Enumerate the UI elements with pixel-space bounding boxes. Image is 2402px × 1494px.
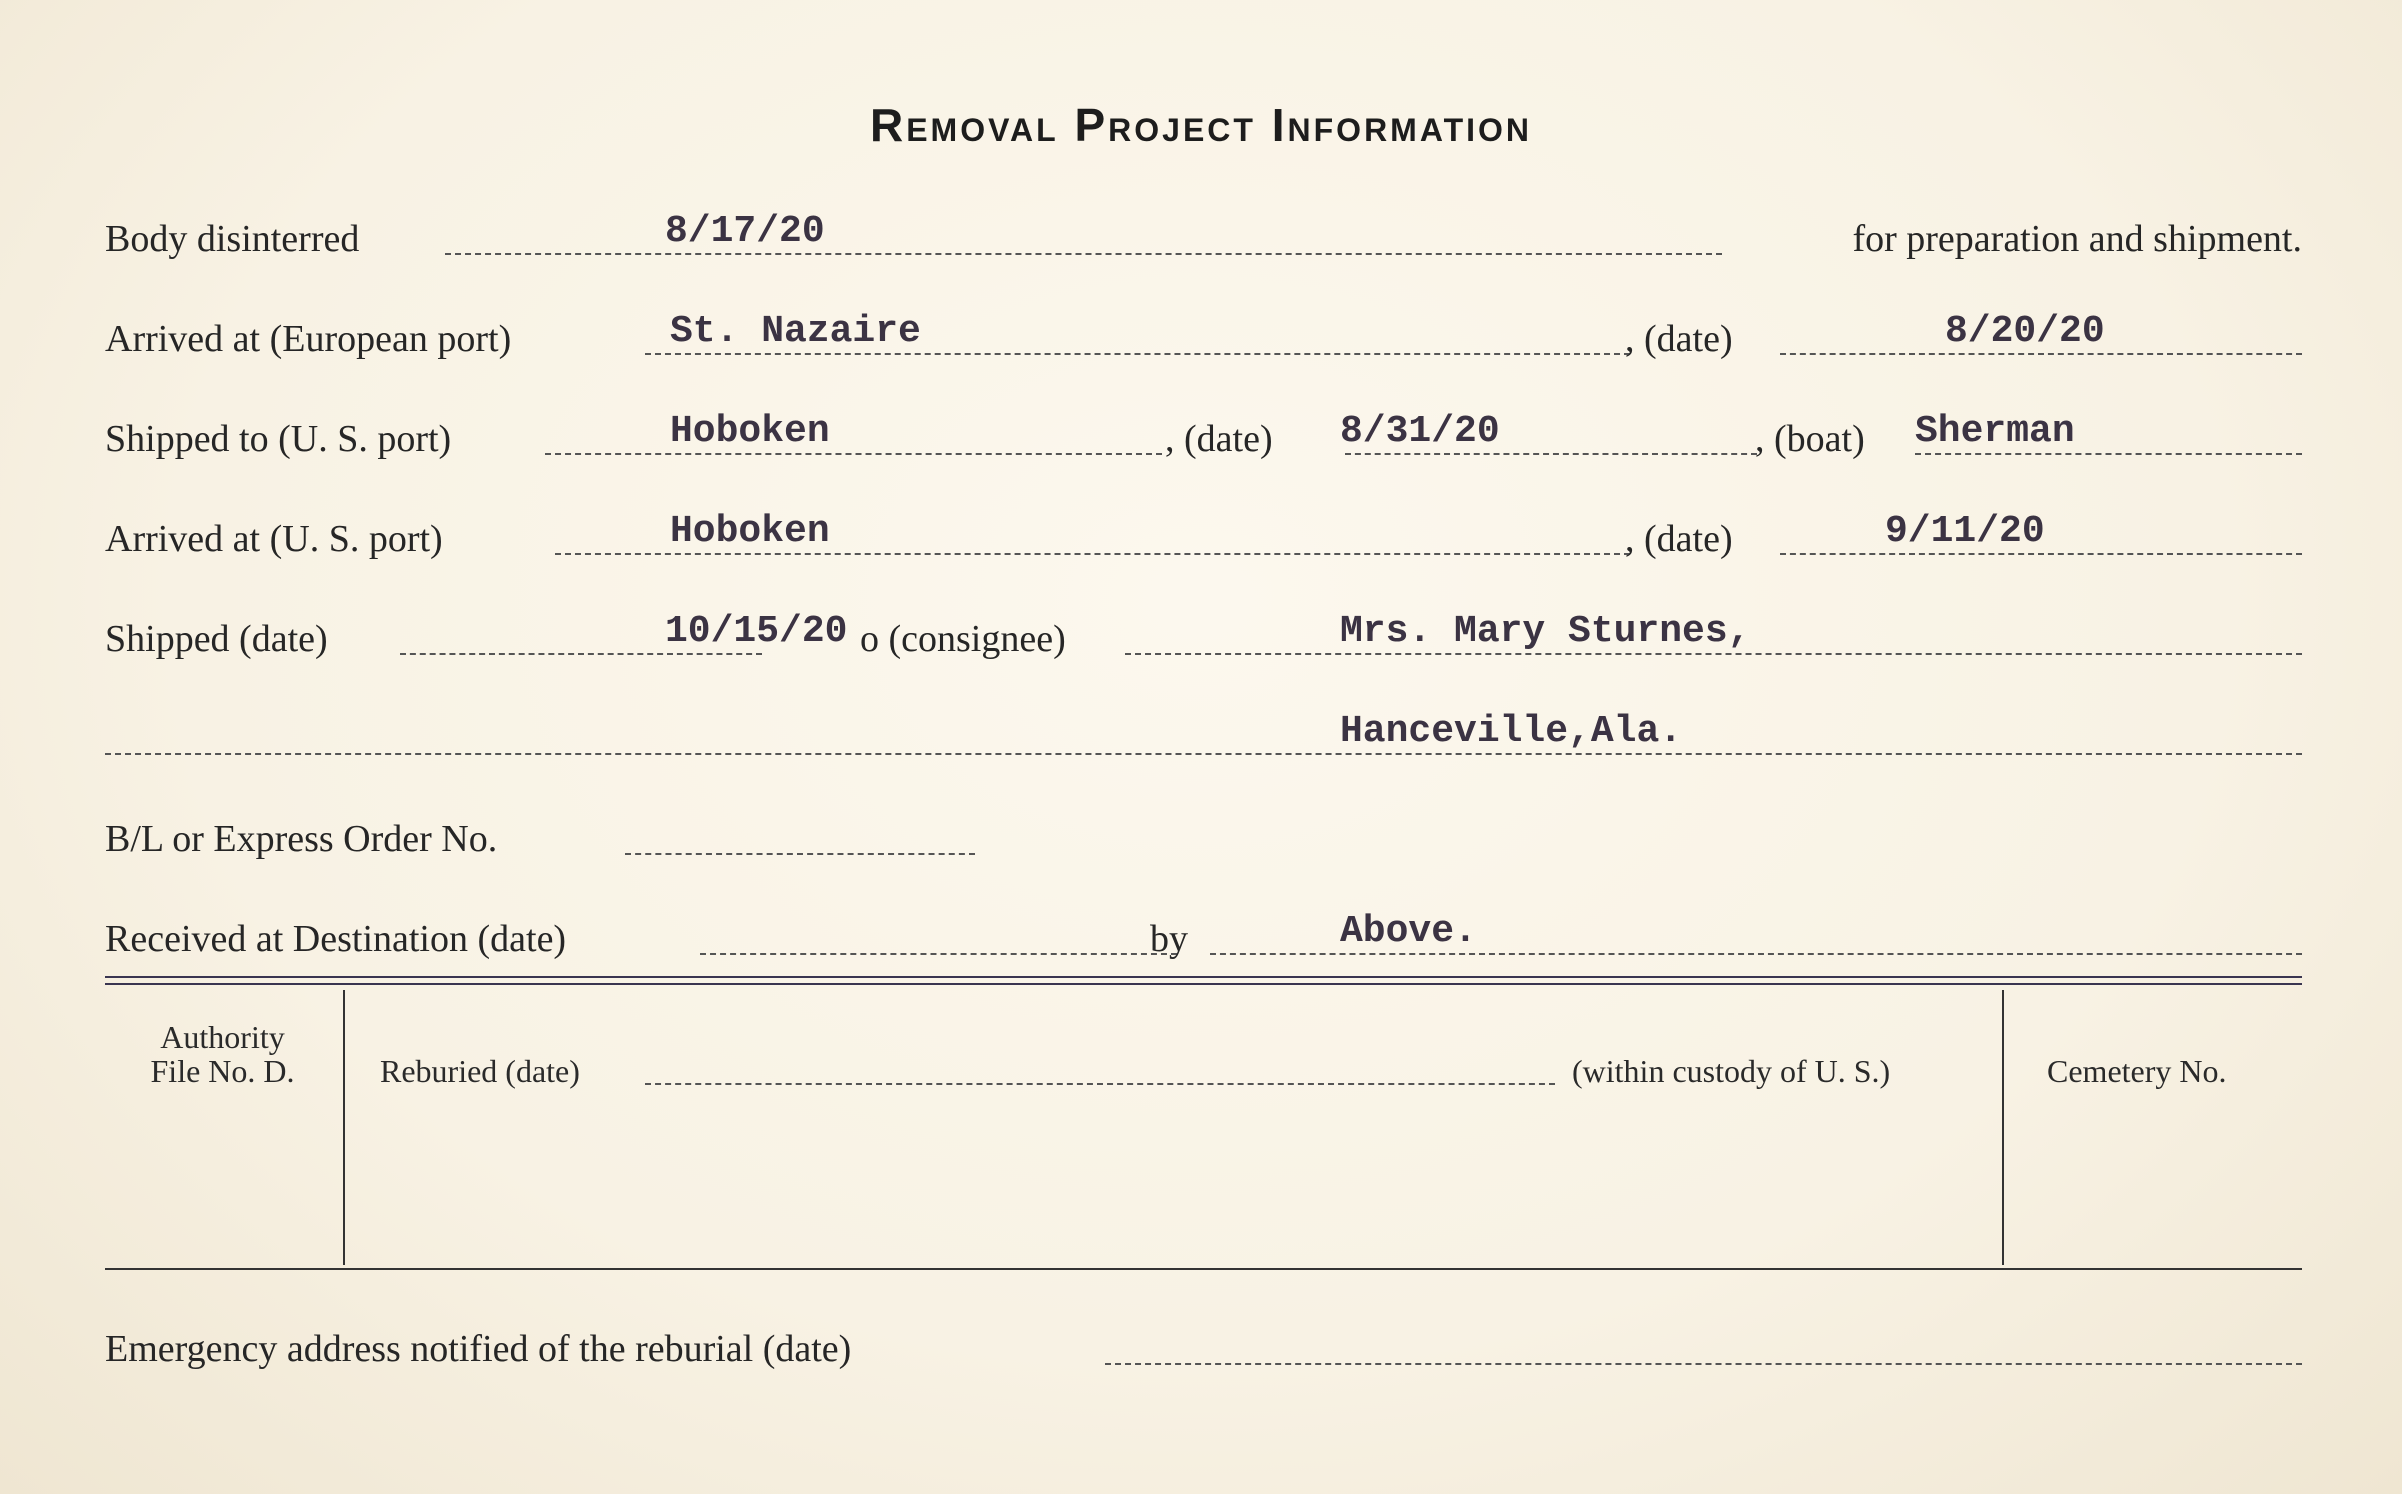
table-divider-left (343, 990, 345, 1265)
emergency-label: Emergency address notified of the reburial (date) (105, 1328, 852, 1370)
dotted-line (645, 1083, 1555, 1085)
dotted-line (445, 253, 1722, 255)
dotted-line (1345, 453, 1757, 455)
by-value: Above. (1340, 910, 1477, 953)
dotted-line (1780, 353, 2302, 355)
double-rule-bottom (105, 983, 2302, 985)
dotted-line (1125, 653, 2302, 655)
cemetery-label: Cemetery No. (2047, 1053, 2227, 1089)
custody-label: (within custody of U. S.) (1572, 1053, 1891, 1089)
reburied-label: Reburied (date) (380, 1053, 580, 1089)
shipped-us-port-value: Hoboken (670, 410, 830, 453)
body-disinterred-value: 8/17/20 (665, 210, 825, 253)
dotted-line (545, 453, 1162, 455)
bl-row (105, 805, 2302, 865)
shipped-date-label: , (date) (1165, 418, 1273, 460)
arrived-us-port-label: Arrived at (U. S. port) (105, 518, 443, 560)
body-disinterred-label: Body disinterred (105, 218, 360, 260)
received-label: Received at Destination (date) (105, 918, 567, 960)
by-label: by (1150, 918, 1188, 960)
arrived-us-port-value: Hoboken (670, 510, 830, 553)
received-row (105, 905, 2302, 965)
authority-label: Authority (160, 1019, 285, 1055)
european-port-row (105, 305, 2302, 365)
boat-label: , (boat) (1755, 418, 1865, 460)
shipped-date-row-value: 10/15/20 (665, 610, 848, 653)
european-date-value: 8/20/20 (1945, 310, 2105, 353)
dotted-line (700, 953, 1177, 955)
table-bottom-rule (105, 1268, 2302, 1270)
bl-label: B/L or Express Order No. (105, 818, 498, 860)
shipped-date-value: 8/31/20 (1340, 410, 1500, 453)
shipment-suffix-label: for preparation and shipment. (1852, 218, 2302, 260)
dotted-line (1915, 453, 2302, 455)
consignee-address-value: Hanceville,Ala. (1340, 710, 1683, 753)
shipped-date-row (105, 605, 2302, 665)
dotted-line (625, 853, 975, 855)
arrived-date-label: , (date) (1625, 518, 1733, 560)
authority-cell (110, 1020, 335, 1088)
dotted-line (1105, 1363, 2302, 1365)
emergency-row (105, 1315, 2302, 1375)
european-port-label: Arrived at (European port) (105, 318, 512, 360)
dotted-line (555, 553, 1630, 555)
file-no-label: File No. D. (150, 1053, 295, 1089)
shipped-date-row-label: Shipped (date) (105, 618, 328, 660)
european-port-value: St. Nazaire (670, 310, 921, 353)
arrived-date-value: 9/11/20 (1885, 510, 2045, 553)
consignee-value: Mrs. Mary Sturnes, (1340, 610, 1751, 653)
dotted-line (645, 353, 1630, 355)
consignee-address-row (105, 705, 2302, 765)
boat-value: Sherman (1915, 410, 2075, 453)
double-rule-top (105, 976, 2302, 978)
european-date-label: , (date) (1625, 318, 1733, 360)
dotted-line (1780, 553, 2302, 555)
consignee-label: o (consignee) (860, 618, 1066, 660)
page-title: Removal Project Information (869, 99, 1533, 151)
shipped-us-port-label: Shipped to (U. S. port) (105, 418, 452, 460)
dotted-line (400, 653, 762, 655)
dotted-line (105, 753, 2302, 755)
body-disinterred-row (105, 205, 2302, 265)
shipped-us-port-row (105, 405, 2302, 465)
arrived-us-port-row (105, 505, 2302, 565)
table-divider-right (2002, 990, 2004, 1265)
dotted-line (1210, 953, 2302, 955)
